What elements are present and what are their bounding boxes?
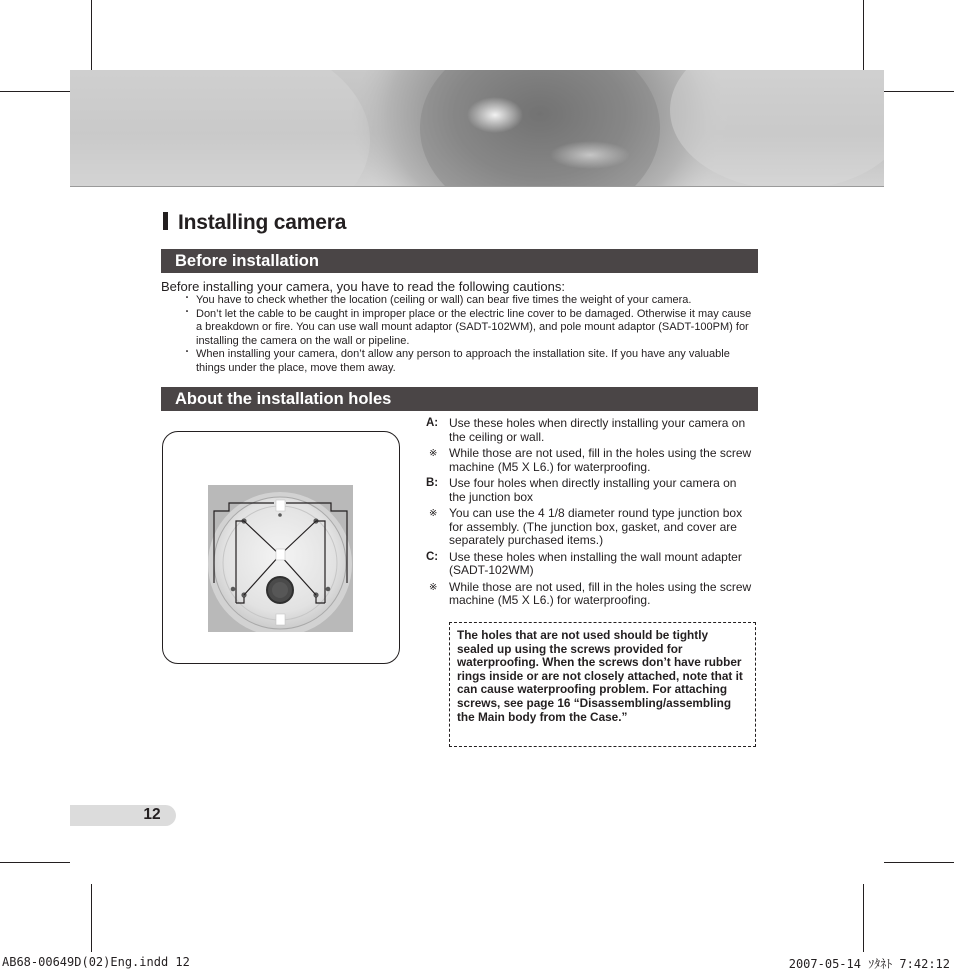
section-title	[163, 211, 346, 237]
print-slug-filename: AB68-00649D(02)Eng.indd 12	[2, 955, 190, 969]
waterproofing-caution-box: The holes that are not used should be tightly sealed up using the screws provided for waterproofing. When the screws don’t have rubber rings inside or are not closely attached, note that it can cause waterproofing problem. For attaching screws, see page 16 “Disassembling/assembling the Main body from the Case.”	[449, 622, 756, 747]
bullet-icon: ・	[182, 293, 192, 304]
header-banner-image	[70, 70, 884, 187]
note-text: While those are not used, fill in the holes using the screw machine (M5 X L6.) for waterproofing.	[449, 446, 752, 474]
crop-mark	[91, 0, 92, 70]
crop-mark	[863, 0, 864, 70]
caution-list	[180, 294, 752, 375]
note-text: Use these holes when installing the wall mount adapter (SADT-102WM)	[449, 549, 742, 577]
crop-mark	[884, 862, 954, 863]
installation-holes-heading: About the installation holes	[161, 387, 758, 411]
note-text: Use these holes when directly installing your camera on the ceiling or wall.	[449, 416, 746, 444]
note-b	[426, 477, 754, 504]
note-text: Use four holes when directly installing your camera on the junction box	[449, 476, 737, 504]
bullet-icon: ・	[182, 306, 192, 318]
title-marker	[163, 212, 168, 230]
note-marker: B:	[426, 477, 439, 489]
note-reference	[426, 447, 754, 474]
print-slug-timestamp: 2007-05-14 ｿﾀﾈﾄ 7:42:12	[788, 957, 950, 971]
section-title-text: Installing camera	[178, 211, 347, 234]
reference-mark-icon: ※	[429, 581, 438, 593]
crop-mark	[91, 884, 92, 952]
installation-hole-notes	[426, 417, 754, 611]
crop-mark	[0, 862, 70, 863]
crop-mark	[0, 91, 70, 92]
bullet-icon: ・	[182, 347, 192, 358]
reference-mark-icon: ※	[429, 508, 438, 519]
note-marker: A:	[426, 417, 439, 429]
list-item	[180, 348, 752, 375]
camera-base-photo	[208, 485, 353, 632]
list-item-text: When installing your camera, don’t allow any person to approach the installation site. If you have any valuable things under the place, move them away.	[196, 348, 730, 374]
crop-mark	[863, 884, 864, 952]
note-marker: C:	[426, 550, 439, 563]
before-installation-heading: Before installation	[161, 249, 758, 273]
list-item	[180, 308, 752, 349]
note-c	[426, 551, 754, 578]
reference-mark-icon: ※	[429, 448, 438, 459]
list-item-text: You have to check whether the location (ceiling or wall) can bear five times the weight of your camera.	[196, 294, 692, 306]
note-reference	[426, 507, 754, 548]
note-text: While those are not used, fill in the holes using the screw machine (M5 X L6.) for waterproofing.	[449, 579, 752, 607]
page-number: 12	[143, 806, 161, 823]
list-item-text: Don’t let the cable to be caught in improper place or the electric line cover to be damaged. Otherwise it may cause a breakdown or fire. You can use wall mount adaptor (SADT-102WM), and pole mount adaptor (SADT-100PM) for installing the camera on the wall or pipeline.	[196, 307, 752, 347]
note-text: You can use the 4 1/8 diameter round type junction box for assembly. (The junction box, gasket, and cover are separately purchased items.)	[449, 506, 743, 547]
list-item	[180, 294, 752, 308]
note-reference	[426, 581, 754, 608]
crop-mark	[884, 91, 954, 92]
before-installation-intro: Before installing your camera, you have to read the following cautions:	[161, 279, 565, 294]
note-a	[426, 417, 754, 444]
